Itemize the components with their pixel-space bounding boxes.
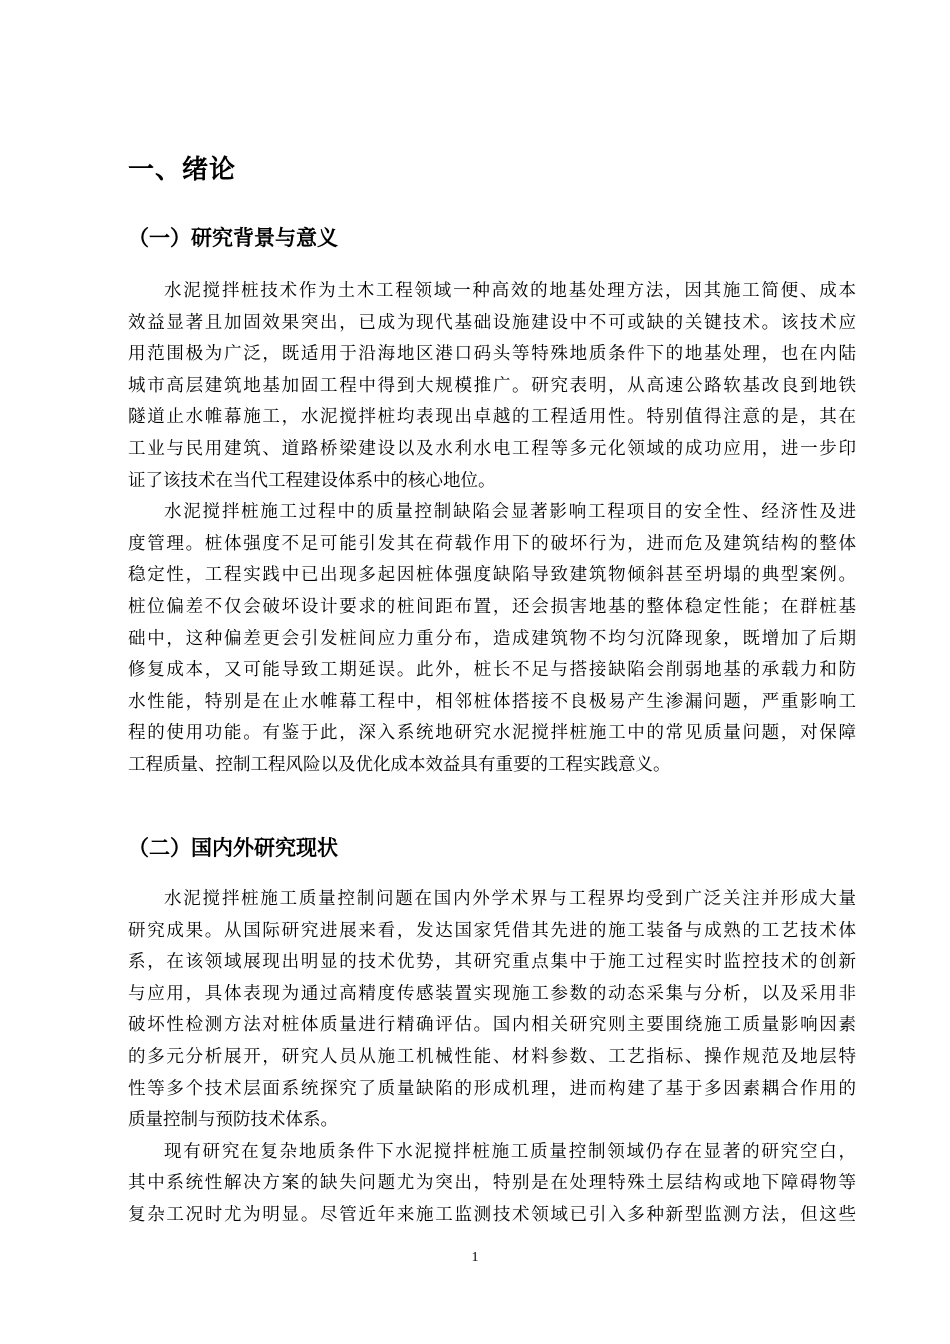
- paragraph-line: 工程质量、控制工程风险以及优化成本效益具有重要的工程实践意义。: [128, 754, 671, 775]
- paragraph-line: 工业与民用建筑、道路桥梁建设以及水利水电工程等多元化领域的成功应用，进一步印: [128, 438, 856, 459]
- paragraph-line: 复杂工况时尤为明显。尽管近年来施工监测技术领域已引入多种新型监测方法，但这些: [128, 1204, 856, 1225]
- paragraph-line: 水泥搅拌桩技术作为土木工程领域一种高效的地基处理方法，因其施工简便、成本: [164, 281, 856, 301]
- chapter-title: 一、绪论: [128, 155, 237, 185]
- paragraph-line: 效益显著且加固效果突出，已成为现代基础设施建设中不可或缺的关键技术。该技术应: [128, 312, 856, 333]
- paragraph-line: 修复成本，又可能导致工期延误。此外，桩长不足与搭接缺陷会削弱地基的承载力和防: [128, 660, 856, 681]
- paragraph-line: 的多元分析展开，研究人员从施工机械性能、材料参数、工艺指标、操作规范及地层特: [128, 1046, 856, 1067]
- paragraph-line: 性等多个技术层面系统探究了质量缺陷的形成机理，进而构建了基于多因素耦合作用的: [128, 1078, 856, 1099]
- paragraph-line: 用范围极为广泛，既适用于沿海地区港口码头等特殊地质条件下的地基处理，也在内陆: [128, 344, 856, 365]
- section-background-body: [128, 276, 856, 782]
- paragraph-line: 度管理。桩体强度不足可能引发其在荷载作用下的破坏行为，进而危及建筑结构的整体: [128, 533, 856, 554]
- paragraph-line: 础中，这种偏差更会引发桩间应力重分布，造成建筑物不均匀沉降现象，既增加了后期: [128, 628, 856, 649]
- paragraph-line: 其中系统性解决方案的缺失问题尤为突出，特别是在处理特殊土层结构或地下障碍物等: [128, 1173, 856, 1194]
- paragraph-line: 现有研究在复杂地质条件下水泥搅拌桩施工质量控制领域仍存在显著的研究空白，: [164, 1141, 856, 1162]
- paragraph-line: 隧道止水帷幕施工，水泥搅拌桩均表现出卓越的工程适用性。特别值得注意的是，其在: [128, 407, 856, 428]
- paragraph-line: 研究成果。从国际研究进展来看，发达国家凭借其先进的施工装备与成熟的工艺技术体: [128, 920, 856, 941]
- paragraph-line: 程的使用功能。有鉴于此，深入系统地研究水泥搅拌桩施工中的常见质量问题，对保障: [128, 723, 856, 744]
- paragraph-line: 水泥搅拌桩施工过程中的质量控制缺陷会显著影响工程项目的安全性、经济性及进: [164, 502, 856, 523]
- section-title-background: （一）研究背景与意义: [128, 226, 338, 250]
- section-title-research-status: （二）国内外研究现状: [128, 836, 338, 860]
- paragraph-line: 稳定性，工程实践中已出现多起因桩体强度缺陷导致建筑物倾斜甚至坍塌的典型案例。: [128, 565, 856, 586]
- paragraph-line: 城市高层建筑地基加固工程中得到大规模推广。研究表明，从高速公路软基改良到地铁: [128, 375, 856, 396]
- paragraph-line: 水泥搅拌桩施工质量控制问题在国内外学术界与工程界均受到广泛关注并形成大量: [164, 889, 856, 909]
- paragraph-line: 质量控制与预防技术体系。: [128, 1110, 338, 1131]
- paragraph-line: 水性能，特别是在止水帷幕工程中，相邻桩体搭接不良极易产生渗漏问题，严重影响工: [128, 691, 856, 712]
- section-research-status-body: [128, 884, 856, 1232]
- paragraph-line: 系，在该领域展现出明显的技术优势，其研究重点集中于施工过程实时监控技术的创新: [128, 952, 856, 973]
- paragraph-line: 与应用，具体表现为通过高精度传感装置实现施工参数的动态采集与分析，以及采用非: [128, 983, 856, 1004]
- paragraph-line: 桩位偏差不仅会破坏设计要求的桩间距布置，还会损害地基的整体稳定性能；在群桩基: [128, 596, 856, 617]
- paragraph-line: 破坏性检测方法对桩体质量进行精确评估。国内相关研究则主要围绕施工质量影响因素: [128, 1015, 856, 1036]
- page-number: 1: [471, 1250, 479, 1265]
- paragraph-line: 证了该技术在当代工程建设体系中的核心地位。: [128, 470, 496, 491]
